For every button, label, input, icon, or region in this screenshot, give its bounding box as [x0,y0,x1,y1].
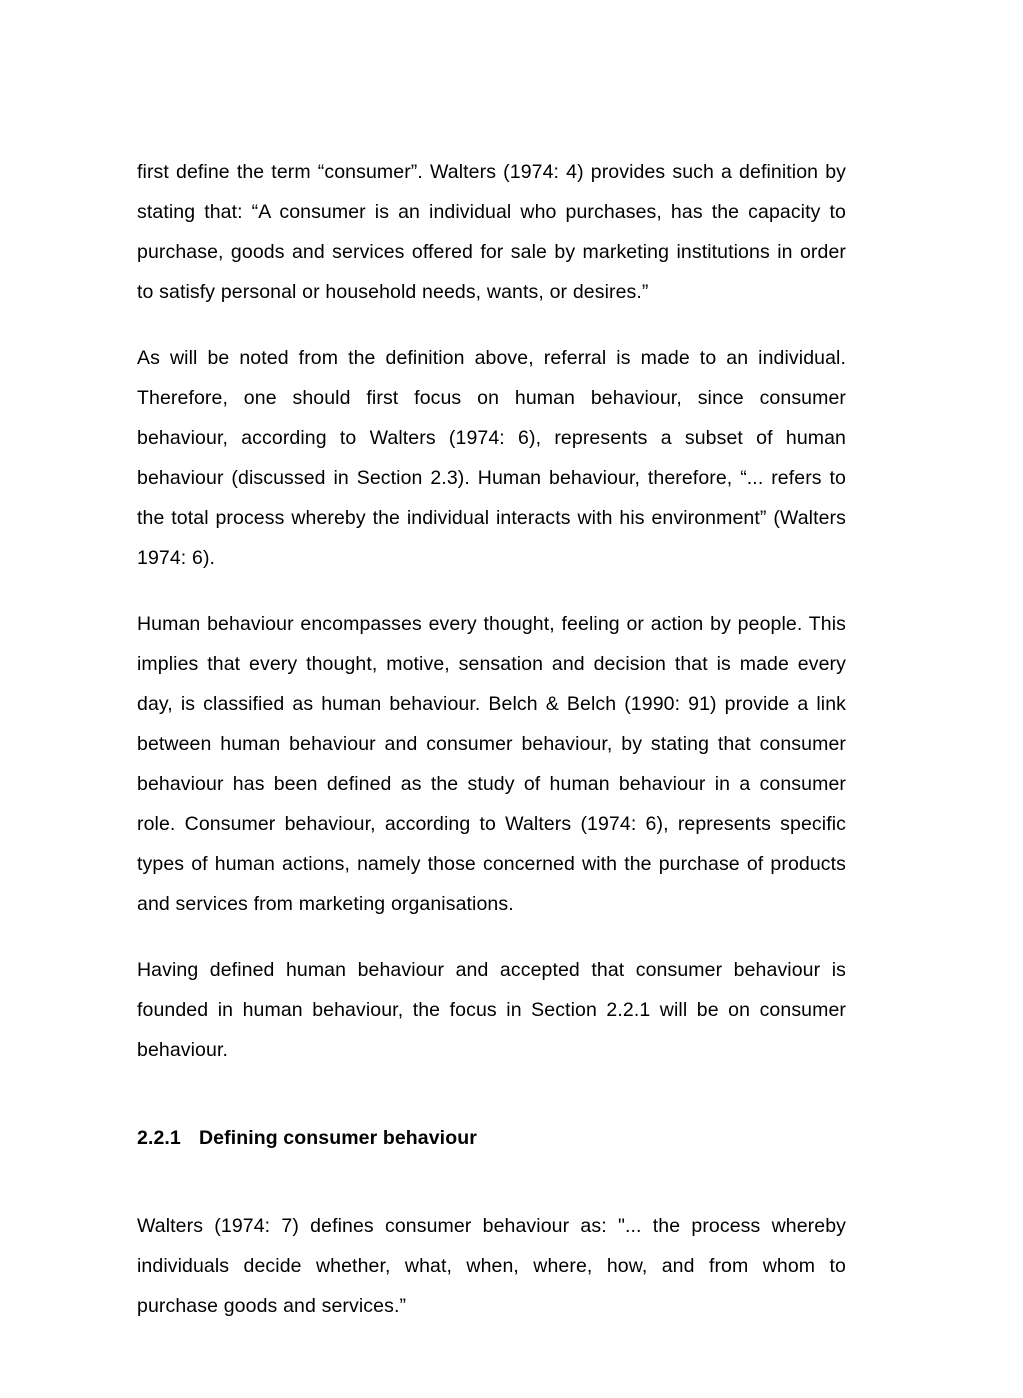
body-paragraph-2: As will be noted from the definition above, referral is made to an individual. Therefore, one should first focus on human behaviour, since consumer behaviour, according to Walters (1974: 6), represents a subset of human behaviour (discussed in Section 2.3). Human behaviour, therefore, “... refers to the total process whereby the individual interacts with his environment” (Walters 1974: 6). [137,347,846,569]
heading-bottom-spacer [137,1184,846,1206]
heading-top-spacer [137,1096,846,1118]
body-paragraph-4: Having defined human behaviour and accepted that consumer behaviour is founded in human behaviour, the focus in Section 2.2.1 will be on consumer behaviour. [137,959,846,1061]
section-heading-number: 2.2.1 [137,1127,181,1149]
body-paragraph-3: Human behaviour encompasses every thought, feeling or action by people. This implies that every thought, motive, sensation and decision that is made every day, is classified as human behaviour. Belch & Belch (1990: 91) provide a link between human behaviour and consumer behaviour, by stating that consumer behaviour has been defined as the study of human behaviour in a consumer role. Consumer behaviour, according to Walters (1974: 6), represents specific types of human actions, namely those concerned with the purchase of products and services from marketing organisations. [137,613,846,915]
page-text-column [137,152,846,1352]
body-paragraph-1: first define the term “consumer”. Walters (1974: 4) provides such a definition by stating that: “A consumer is an individual who purchases, has the capacity to purchase, goods and services offered for sale by marketing institutions in order to satisfy personal or household needs, wants, or desires.” [137,161,846,303]
body-paragraph-5: Walters (1974: 7) defines consumer behaviour as: "... the process whereby individuals decide whether, what, when, where, how, and from whom to purchase goods and services.” [137,1215,846,1317]
section-heading-title: Defining consumer behaviour [199,1127,477,1149]
section-heading-2-2-1 [137,1118,846,1158]
